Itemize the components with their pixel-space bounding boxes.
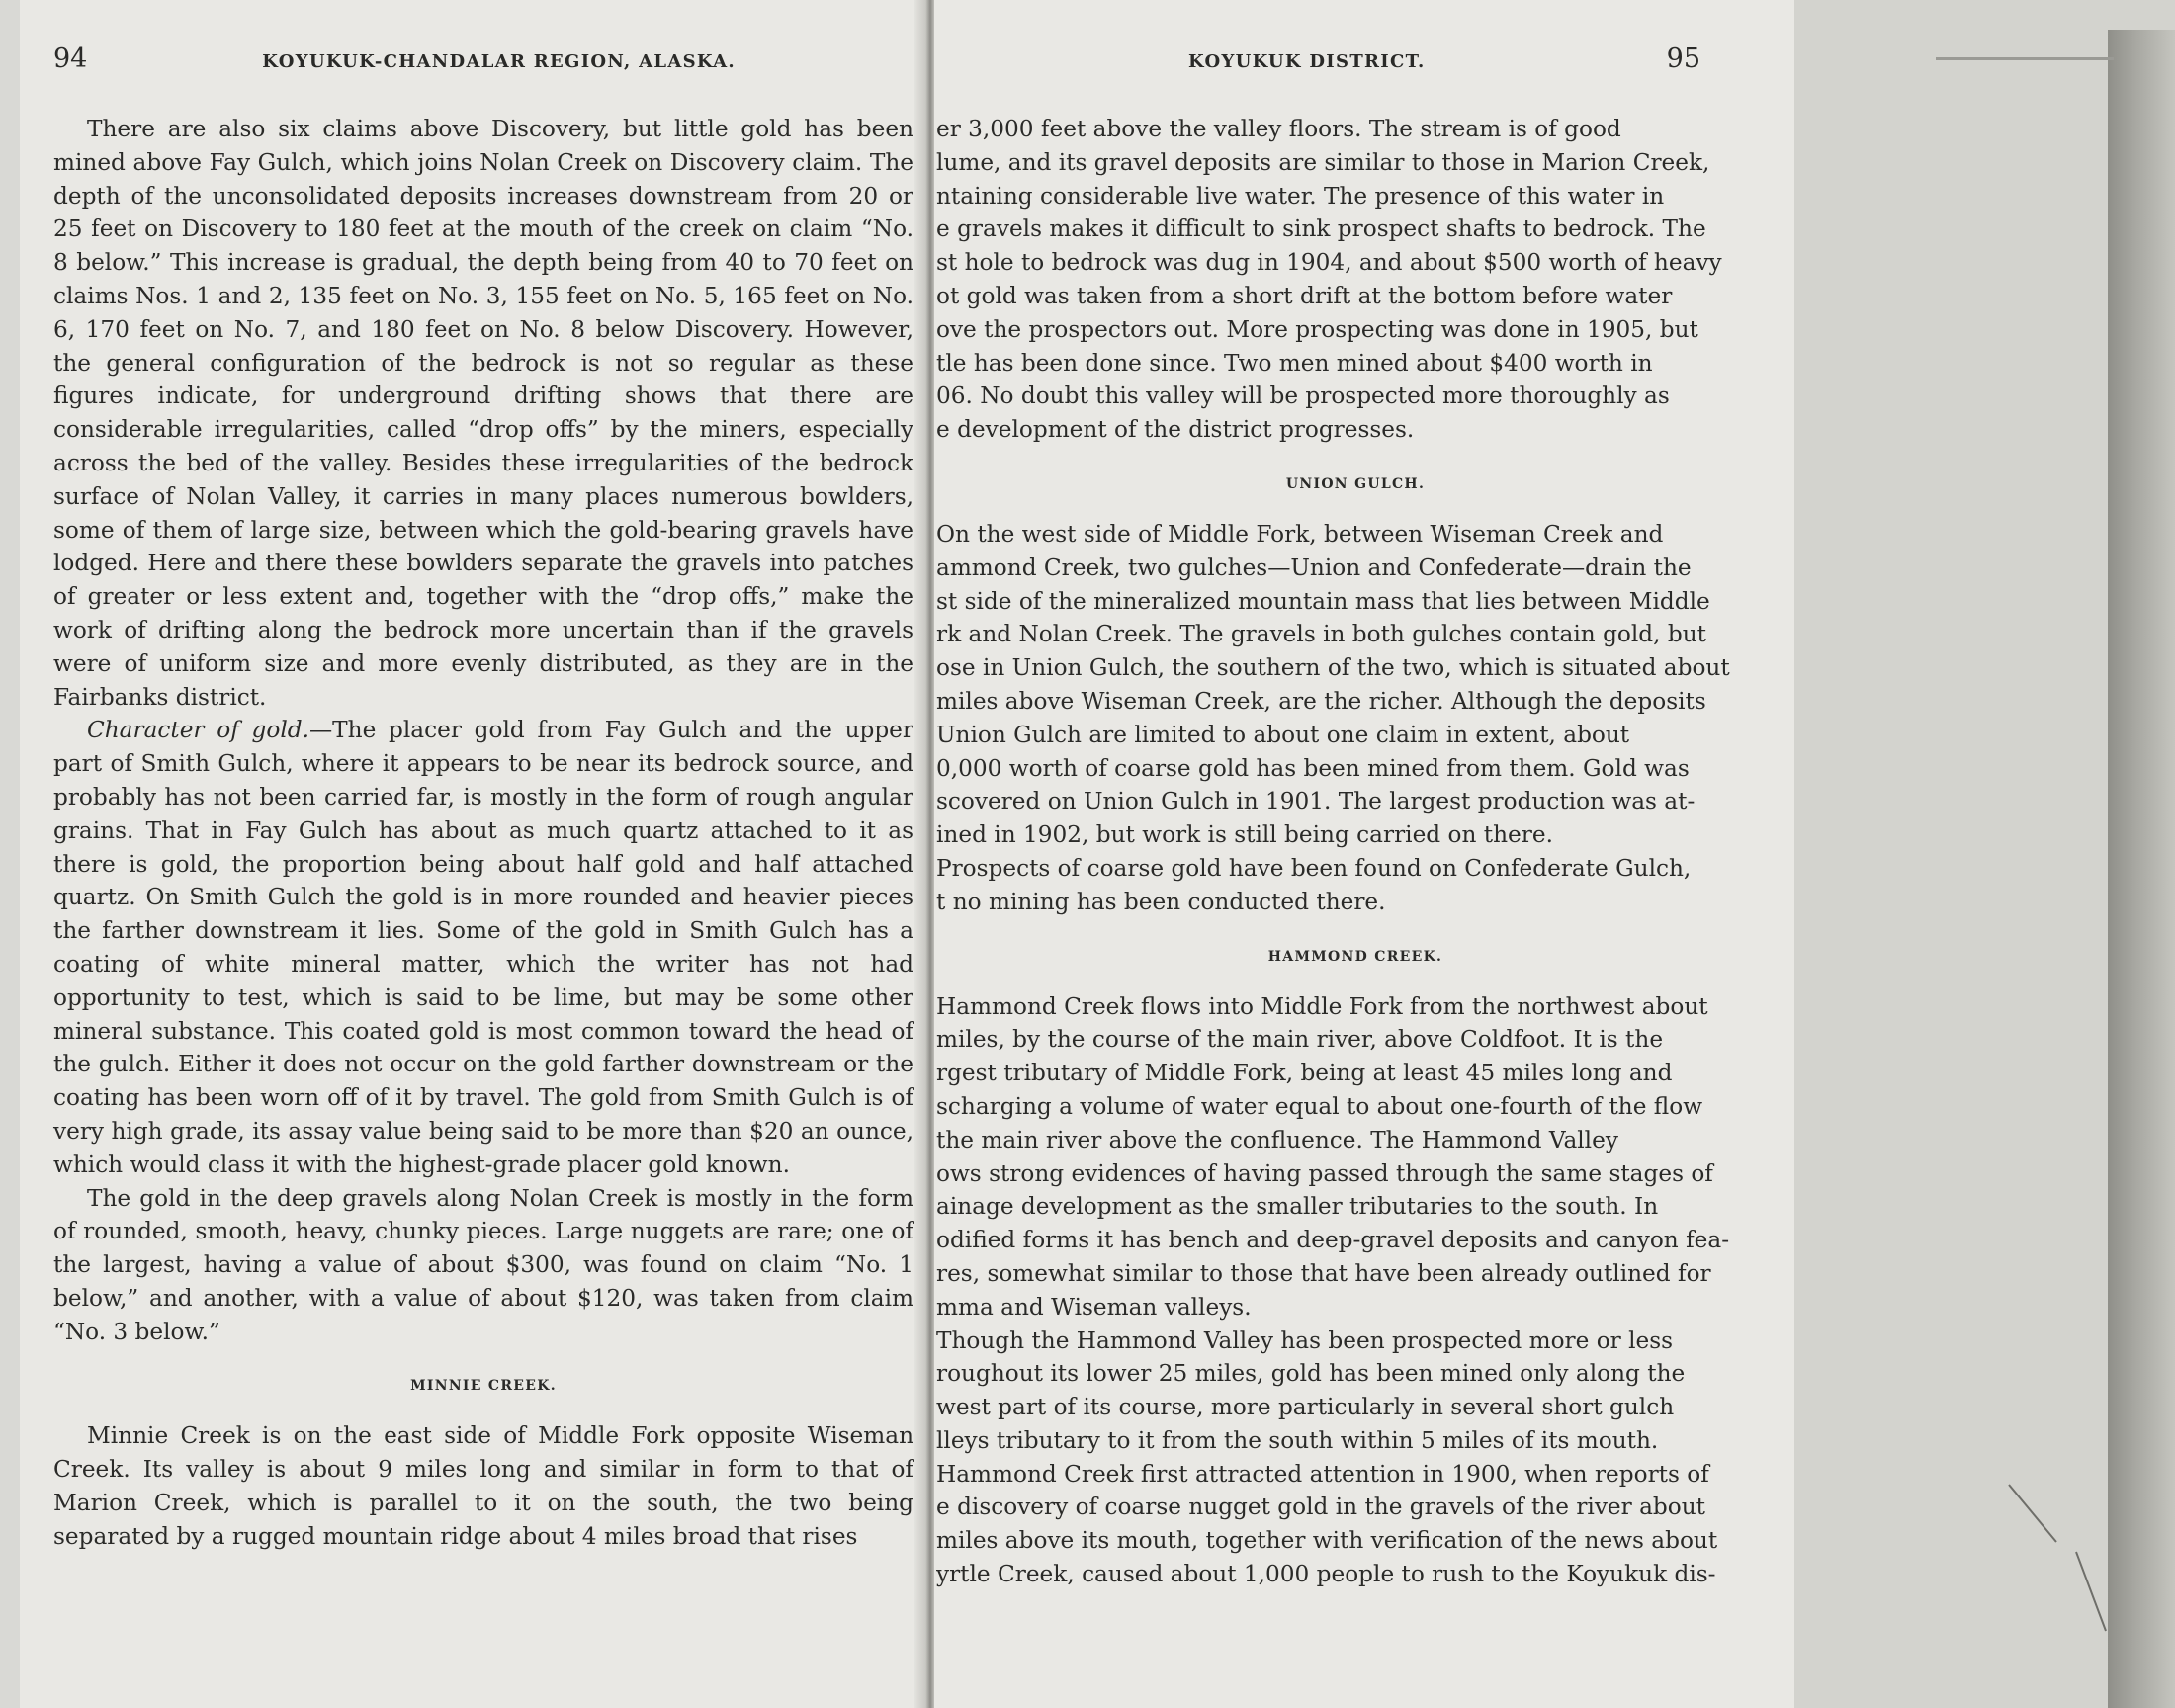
text-line: the main river above the confluence. The Hammond Valley	[936, 1126, 1618, 1153]
text-line: miles above its mouth, together with verification of the news about	[936, 1527, 1718, 1555]
text-line: miles above Wiseman Creek, are the richer. Although the deposits	[936, 687, 1706, 715]
right-running-head: KOYUKUK DISTRICT.	[1188, 51, 1426, 72]
text-line: st hole to bedrock was dug in 1904, and about $500 worth of heavy	[936, 249, 1722, 277]
text-line: ose in Union Gulch, the southern of the two, which is situated about	[936, 654, 1730, 682]
text-line: 06. No doubt this valley will be prospected more thoroughly as	[936, 383, 1670, 410]
text-line: Hammond Creek flows into Middle Fork from the northwest about	[936, 992, 1708, 1020]
section-heading-minnie-creek: MINNIE CREEK.	[410, 1378, 557, 1395]
text-line: Though the Hammond Valley has been prospected more or less	[936, 1326, 1674, 1354]
text-line: ammond Creek, two gulches—Union and Confederate—drain the	[936, 554, 1692, 581]
text-line: ntaining considerable live water. The presence of this water in	[936, 182, 1665, 210]
text-line: Union Gulch are limited to about one claim in extent, about	[936, 721, 1630, 748]
union-gulch-text	[936, 518, 1775, 919]
left-page	[20, 0, 931, 1708]
text-line: 0,000 worth of coarse gold has been mined from them. Gold was	[936, 754, 1690, 782]
text-line: scharging a volume of water equal to about one-fourth of the flow	[936, 1092, 1703, 1120]
section-heading-hammond-creek: HAMMOND CREEK.	[1267, 948, 1443, 965]
text-line: ot gold was taken from a short drift at the bottom before water	[936, 282, 1673, 309]
text-line: lleys tributary to it from the south within 5 miles of its mouth.	[936, 1426, 1659, 1454]
text-line: res, somewhat similar to those that have been already outlined for	[936, 1259, 1711, 1287]
text-line: lume, and its gravel deposits are similar to those in Marion Creek,	[936, 148, 1710, 176]
character-of-gold-heading: Character of gold.	[87, 717, 309, 744]
binding-shadow	[2108, 30, 2175, 1708]
paragraph-claims-depth: There are also six claims above Discovery, but little gold has been mined above Fay Gulch, which joins Nolan Creek on Discovery claim. The depth of the unconsolidated deposits increases downstream from 20 or 25 feet on Discovery to 180 feet at the mouth of the creek on claim “No. 8 below.” This increase is gradual, the depth being from 40 to 70 feet on claims Nos. 1 and 2, 135 feet on No. 3, 155 feet on No. 5, 165 feet on No. 6, 170 feet on No. 7, and 180 feet on No. 8 below Discovery. However, the general configuration of the bedrock is not so regular as these figures indicate, for underground drifting shows that there are considerable irregularities, called “drop offs” by the miners, especially across the bed of the valley. Besides these irregularities of the bedrock surface of Nolan Valley, it carries in many places numerous bowlders, some of them of large size, between which the gold-bearing gravels have lodged. Here and there these bowlders separate the gravels into patches of greater or less extent and, together with the “drop offs,” make the work of drifting along the bedrock more uncertain than if the gravels were of uniform size and more evenly distributed, as they are in the Fairbanks district.	[53, 116, 914, 711]
left-running-head: KOYUKUK-CHANDALAR REGION, ALASKA.	[262, 51, 736, 72]
text-line: rk and Nolan Creek. The gravels in both gulches contain gold, but	[936, 621, 1706, 648]
pencil-mark-lines	[2007, 1483, 2116, 1641]
paragraph-deep-gravels: The gold in the deep gravels along Nolan Creek is mostly in the form of rounded, smooth, heavy, chunky pieces. Large nuggets are rare; one of the largest, having a value of about $300, was found on claim “No. 1 below,” and another, with a value of about $120, was taken from claim “No. 3 below.”	[53, 1184, 914, 1345]
paragraph-character-of-gold	[53, 714, 914, 1181]
text-line: west part of its course, more particularly in several short gulch	[936, 1394, 1675, 1421]
text-line: yrtle Creek, caused about 1,000 people to rush to the Koyukuk dis-	[936, 1561, 1716, 1588]
text-line: e discovery of coarse nugget gold in the gravels of the river about	[936, 1494, 1705, 1521]
text-line: scovered on Union Gulch in 1901. The largest production was at-	[936, 788, 1696, 815]
text-line: er 3,000 feet above the valley floors. The stream is of good	[936, 116, 1621, 142]
paragraph-minnie-creek: Minnie Creek is on the east side of Middle Fork opposite Wiseman Creek. Its valley is about 9 miles long and similar in form to that of Marion Creek, which is parallel to it on the south, the two being separated by a rugged mountain ridge about 4 miles broad that rises	[53, 1422, 914, 1550]
text-line: e gravels makes it difficult to sink prospect shafts to bedrock. The	[936, 215, 1706, 243]
right-page	[934, 0, 1794, 1708]
right-page-number: 95	[1666, 43, 1700, 74]
hammond-creek-text	[936, 990, 1775, 1591]
text-line: odified forms it has bench and deep-gravel deposits and canyon fea-	[936, 1227, 1730, 1254]
left-page-header	[53, 43, 914, 79]
text-line: Prospects of coarse gold have been found on Confederate Gulch,	[936, 854, 1692, 882]
text-line: ows strong evidences of having passed through the same stages of	[936, 1159, 1713, 1187]
text-line: ainage development as the smaller tributaries to the south. In	[936, 1193, 1659, 1221]
text-line: On the west side of Middle Fork, between Wiseman Creek and	[936, 520, 1664, 548]
text-line: roughout its lower 25 miles, gold has been mined only along the	[936, 1360, 1686, 1388]
text-line: rgest tributary of Middle Fork, being at least 45 miles long and	[936, 1060, 1673, 1087]
right-page-header	[936, 43, 1775, 79]
page-edge-line	[1936, 57, 2114, 84]
text-line: Hammond Creek first attracted attention in 1900, when reports of	[936, 1460, 1709, 1488]
minnie-creek-continuation	[936, 113, 1775, 447]
left-page-number: 94	[53, 43, 88, 74]
text-line: e development of the district progresses.	[936, 416, 1415, 444]
text-line: ove the prospectors out. More prospecting was done in 1905, but	[936, 315, 1698, 343]
text-line: t no mining has been conducted there.	[936, 888, 1386, 915]
character-of-gold-text: —The placer gold from Fay Gulch and the upper part of Smith Gulch, where it appears to be near its bedrock source, and probably has not been carried far, is mostly in the form of rough angular grains. That in Fay Gulch has about as much quartz attached to it as there is gold, the proportion being about half gold and half attached quartz. On Smith Gulch the gold is in more rounded and heavier pieces the farther downstream it lies. Some of the gold in Smith Gulch has a coating of white mineral matter, which the writer has not had opportunity to test, which is said to be lime, but may be some other mineral substance. This coated gold is most common toward the head of the gulch. Either it does not occur on the gold farther downstream or the coating has been worn off of it by travel. The gold from Smith Gulch is of very high grade, its assay value being said to be more than $20 an ounce, which would class it with the highest-grade placer gold known.	[53, 717, 914, 1178]
text-line: st side of the mineralized mountain mass that lies between Middle	[936, 587, 1710, 615]
text-line: miles, by the course of the main river, above Coldfoot. It is the	[936, 1026, 1664, 1054]
text-line: mma and Wiseman valleys.	[936, 1293, 1252, 1321]
section-heading-union-gulch: UNION GULCH.	[1285, 475, 1426, 492]
text-line: tle has been done since. Two men mined about $400 worth in	[936, 349, 1653, 377]
text-line: ined in 1902, but work is still being carried on there.	[936, 821, 1553, 849]
